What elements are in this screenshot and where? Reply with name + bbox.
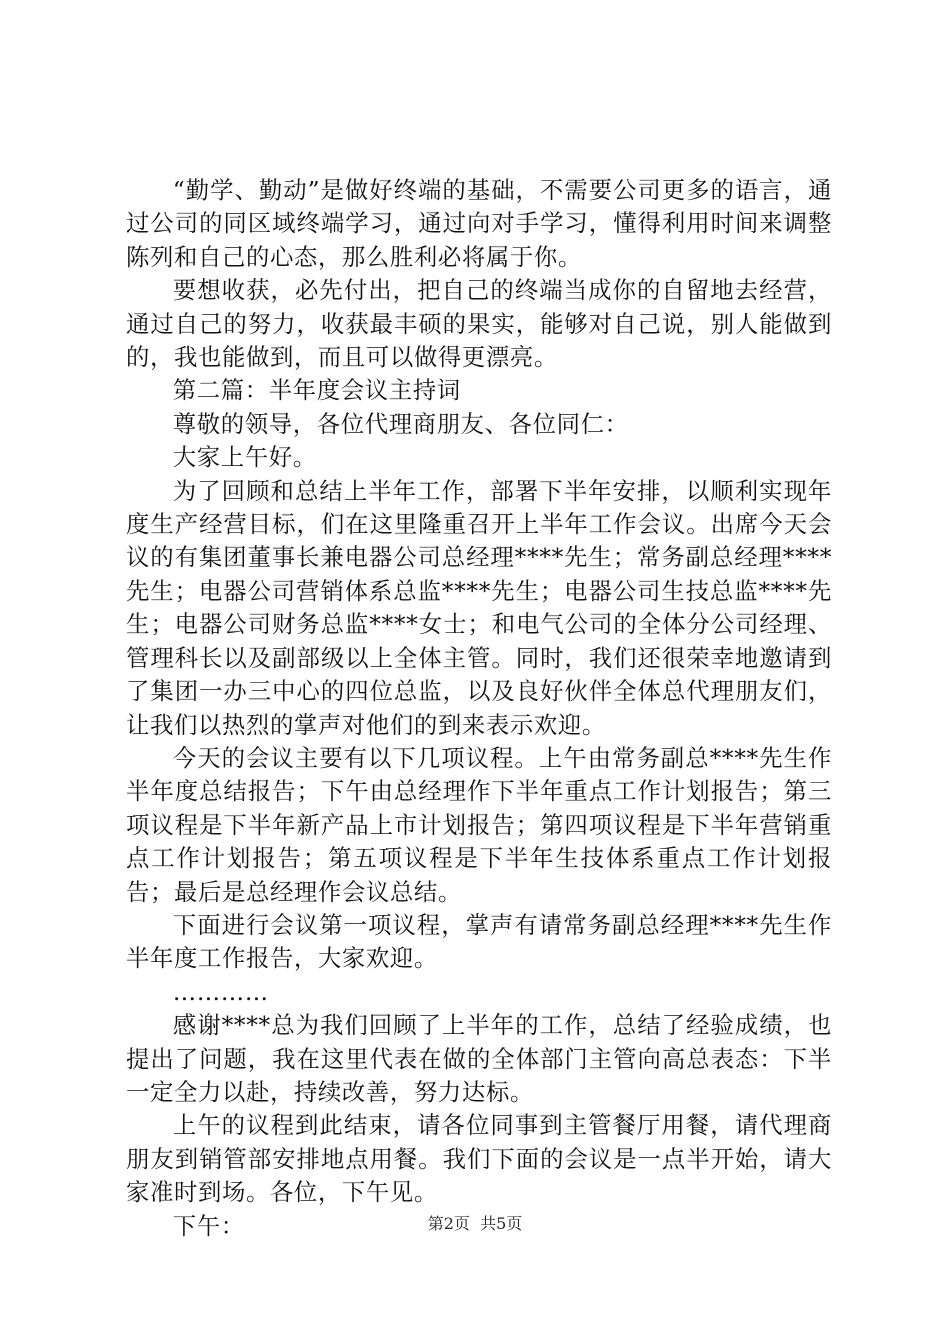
salutation: 尊敬的领导，各位代理商朋友、各位同仁：: [172, 409, 629, 438]
ellipsis: …………: [172, 977, 269, 1006]
page-total: 共5页: [480, 1214, 523, 1233]
paragraph-first-item: 下面进行会议第一项议程，掌声有请常务副总经理****先生作半年度工作报告，大家欢迎。: [126, 910, 832, 973]
paragraph-afternoon: 下午：: [172, 1211, 245, 1240]
paragraph-morning-close: 上午的议程到此结束，请各位同事到主管餐厅用餐，请代理商朋友到销管部安排地点用餐。我们下面的会议是一点半开始，请大家准时到场。各位，下午见。: [126, 1111, 832, 1207]
page-number: 第2页: [427, 1214, 470, 1233]
paragraph-thanks: 感谢****总为我们回顾了上半年的工作，总结了经验成绩，也提出了问题，我在这里代表在做的全体部门主管向高总表态：下半一定全力以赴，持续改善，努力达标。: [126, 1011, 832, 1106]
paragraph-2: 要想收获，必先付出，把自己的终端当成你的自留地去经营，通过自己的努力，收获最丰硕的果实，能够对自己说，别人能做到的，我也能做到，而且可以做得更漂亮。: [126, 276, 832, 372]
paragraph-agenda: 今天的会议主要有以下几项议程。上午由常务副总****先生作半年度总结报告；下午由总经理作下半年重点工作计划报告；第三项议程是下半年新产品上市计划报告；第四项议程是下半年营销重点工作计划报告；第五项议程是下半年生技体系重点工作计划报告；最后是总经理作会议总结。: [126, 743, 832, 906]
paragraph-1: “勤学、勤动”是做好终端的基础，不需要公司更多的语言，通过公司的同区域终端学习，通过向对手学习，懂得利用时间来调整陈列和自己的心态，那么胜利必将属于你。: [126, 176, 832, 271]
paragraph-opening: 为了回顾和总结上半年工作，部署下半年安排，以顺利实现年度生产经营目标，们在这里隆重召开上半年工作会议。出席今天会议的有集团董事长兼电器公司总经理****先生；常务副总经理****先生；电器公司营销体系总监****先生；电器公司生技总监****先生；电器公司财务总监****女士；和电气公司的全体分公司经理、管理科长以及副部级以上全体主管。同时，我们还很荣幸地邀请到了集团一办三中心的四位总监，以及良好伙伴全体总代理朋友们，让我们以热烈的掌声对他们的到来表示欢迎。: [126, 476, 832, 739]
section-heading: 第二篇：半年度会议主持词: [172, 376, 461, 405]
document-body: [126, 174, 832, 1243]
greeting: 大家上午好。: [172, 443, 317, 472]
page-footer: [0, 1214, 950, 1234]
